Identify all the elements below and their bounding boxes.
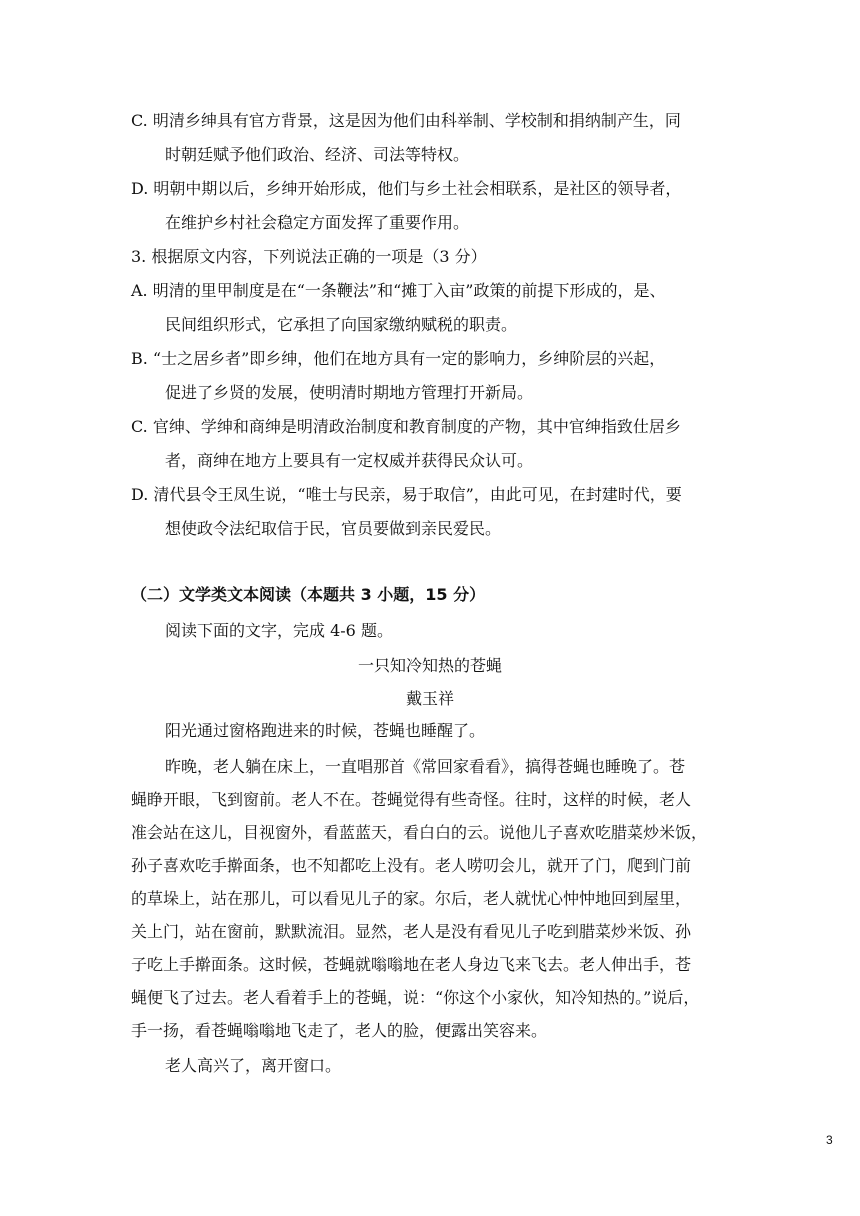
paragraph-2-line: 准会站在这儿，目视窗外，看蓝蓝天，看白白的云。说他儿子喜欢吃腊菜炒米饭， (131, 823, 708, 842)
option-c-line1: C. 明清乡绅具有官方背景，这是因为他们由科举制、学校制和捐纳制产生，同 (131, 111, 681, 130)
q3-option-d-line2: 想使政令法纪取信于民，官员要做到亲民爱民。 (165, 519, 502, 538)
q3-option-b-line2: 促进了乡贤的发展，使明清时期地方管理打开新局。 (165, 383, 534, 402)
story-title: 一只知冷知热的苍蝇 (357, 656, 502, 675)
q3-option-d-line1: D. 清代县令王凤生说，“唯士与民亲，易于取信”，由此可见，在封建时代，要 (131, 485, 682, 504)
q3-option-c-line2: 者，商绅在地方上要具有一定权威并获得民众认可。 (165, 451, 534, 470)
paragraph-2-line: 孙子喜欢吃手擀面条，也不知都吃上没有。老人唠叨会儿，就开了门，爬到门前 (131, 856, 692, 875)
q3-option-c-line1: C. 官绅、学绅和商绅是明清政治制度和教育制度的产物，其中官绅指致仕居乡 (131, 417, 681, 436)
paragraph-2-line: 子吃上手擀面条。这时候，苍蝇就嗡嗡地在老人身边飞来飞去。老人伸出手，苍 (131, 955, 692, 974)
paragraph-1: 阳光通过窗格跑进来的时候，苍蝇也睡醒了。 (165, 721, 486, 740)
paragraph-2-line: 蝇便飞了过去。老人看着手上的苍蝇，说：“你这个小家伙，知冷知热的。”说后， (131, 988, 700, 1007)
q3-option-a-line1: A. 明清的里甲制度是在“一条鞭法”和“摊丁入亩”政策的前提下形成的，是、 (131, 281, 666, 300)
option-c-line2: 时朝廷赋予他们政治、经济、司法等特权。 (165, 145, 470, 164)
section-heading: （二）文学类文本阅读（本题共 3 小题，15 分） (131, 585, 486, 604)
section-instruction: 阅读下面的文字，完成 4-6 题。 (165, 621, 393, 640)
paragraph-2-line: 的草垛上，站在那儿，可以看见儿子的家。尔后，老人就忧心忡忡地回到屋里， (131, 889, 692, 908)
paragraph-2-line: 手一扬，看苍蝇嗡嗡地飞走了，老人的脸，便露出笑容来。 (131, 1021, 548, 1040)
paragraph-3: 老人高兴了，离开窗口。 (165, 1056, 342, 1075)
q3-option-a-line2: 民间组织形式，它承担了向国家缴纳赋税的职责。 (165, 315, 518, 334)
paragraph-2-line: 关上门，站在窗前，默默流泪。显然，老人是没有看见儿子吃到腊菜炒米饭、孙 (131, 922, 692, 941)
question-3-stem: 3. 根据原文内容，下列说法正确的一项是（3 分） (131, 247, 487, 266)
paragraph-2-line: 蝇睁开眼，飞到窗前。老人不在。苍蝇觉得有些奇怪。往时，这样的时候，老人 (131, 790, 692, 809)
page-number: 3 (826, 1133, 833, 1147)
option-d-line1: D. 明朝中期以后，乡绅开始形成，他们与乡土社会相联系，是社区的领导者， (131, 179, 682, 198)
q3-option-b-line1: B. “士之居乡者”即乡绅，他们在地方具有一定的影响力，乡绅阶层的兴起， (131, 349, 666, 368)
paragraph-2-line: 昨晚，老人躺在床上，一直唱那首《常回家看看》，搞得苍蝇也睡晚了。苍 (165, 757, 686, 776)
option-d-line2: 在维护乡村社会稳定方面发挥了重要作用。 (165, 213, 470, 232)
story-author: 戴玉祥 (405, 689, 454, 708)
